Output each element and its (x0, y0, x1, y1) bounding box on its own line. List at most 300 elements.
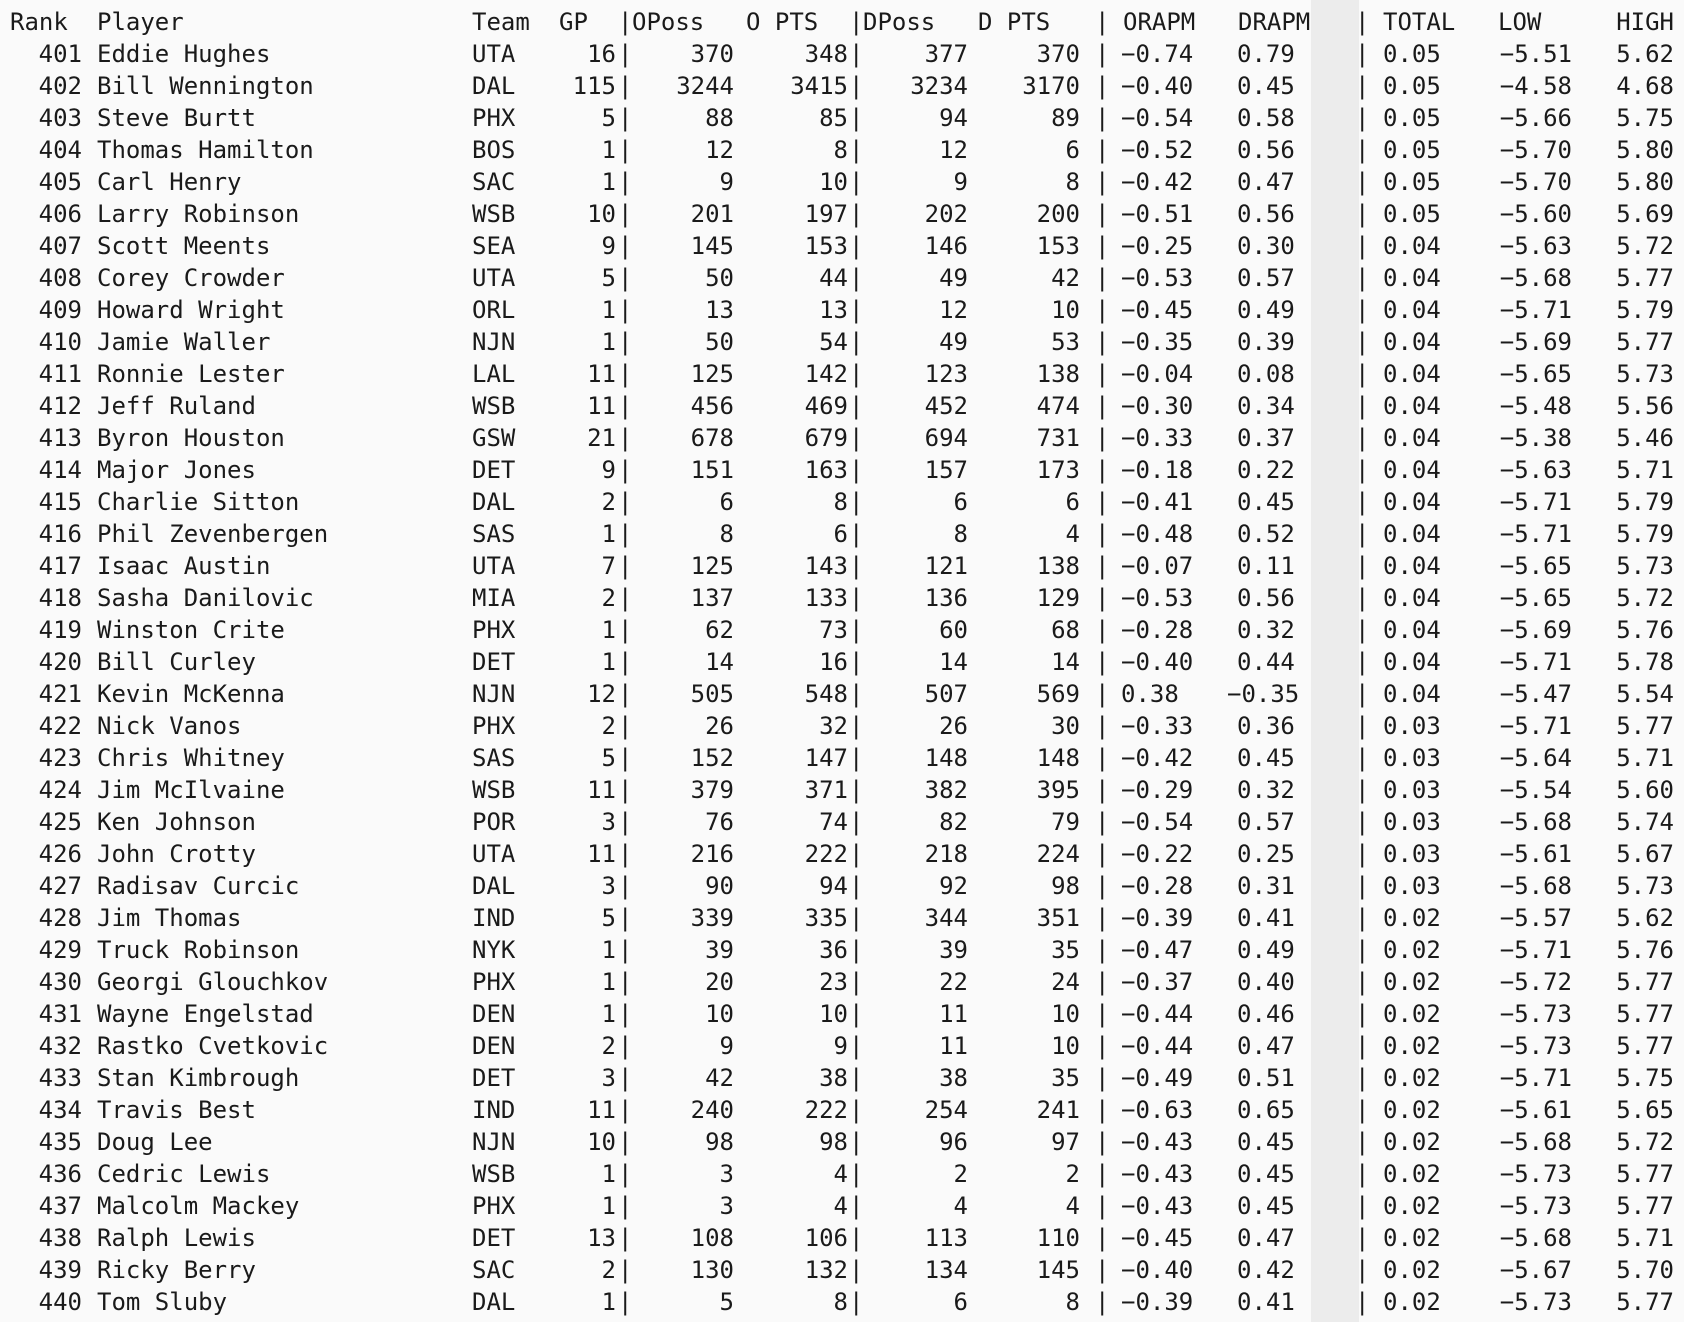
column-separator: | (1095, 936, 1110, 964)
cell-high: 5.46 (1616, 424, 1674, 452)
cell-opts: 469 (804, 392, 848, 420)
table-row[interactable] (0, 518, 1684, 550)
cell-dpts: 145 (1036, 1256, 1080, 1284)
cell-opts: 197 (804, 200, 848, 228)
cell-rank: 410 (38, 328, 82, 356)
cell-rank: 411 (38, 360, 82, 388)
cell-total: 0.03 (1383, 808, 1441, 836)
cell-orapm: −0.54 (1121, 808, 1194, 836)
cell-orapm: −0.18 (1121, 456, 1194, 484)
cell-gp: 5 (601, 104, 616, 132)
cell-oposs: 125 (690, 360, 734, 388)
header-orapm[interactable]: ORAPM (1123, 8, 1196, 36)
column-separator: | (618, 1224, 633, 1252)
cell-gp: 11 (587, 776, 616, 804)
column-separator: | (849, 200, 864, 228)
cell-dposs: 12 (939, 136, 968, 164)
cell-gp: 13 (587, 1224, 616, 1252)
table-row[interactable] (0, 934, 1684, 966)
column-separator: | (1095, 424, 1110, 452)
cell-gp: 2 (601, 712, 616, 740)
table-row[interactable] (0, 70, 1684, 102)
table-row[interactable] (0, 262, 1684, 294)
table-row[interactable] (0, 678, 1684, 710)
cell-total: 0.02 (1383, 1192, 1441, 1220)
cell-orapm: −0.47 (1121, 936, 1194, 964)
cell-dpts: 129 (1036, 584, 1080, 612)
column-separator: | (618, 328, 633, 356)
cell-player: Chris Whitney (97, 744, 285, 772)
column-separator: | (849, 488, 864, 516)
cell-team: WSB (472, 200, 516, 228)
cell-dpts: 351 (1036, 904, 1080, 932)
cell-rank: 436 (38, 1160, 82, 1188)
cell-total: 0.04 (1383, 424, 1441, 452)
cell-dposs: 344 (924, 904, 968, 932)
cell-player: Scott Meents (97, 232, 271, 260)
cell-dposs: 218 (924, 840, 968, 868)
column-separator: | (618, 552, 633, 580)
cell-gp: 1 (601, 520, 616, 548)
column-separator: | (1095, 808, 1110, 836)
cell-gp: 2 (601, 1256, 616, 1284)
header-total[interactable]: TOTAL (1383, 8, 1456, 36)
table-row[interactable] (0, 998, 1684, 1030)
cell-player: Wayne Engelstad (97, 1000, 314, 1028)
column-separator: | (1095, 1096, 1110, 1124)
cell-orapm: −0.25 (1121, 232, 1194, 260)
table-row[interactable] (0, 326, 1684, 358)
header-high[interactable]: HIGH (1616, 8, 1674, 36)
table-row[interactable] (0, 198, 1684, 230)
table-row[interactable] (0, 294, 1684, 326)
cell-drapm: 0.32 (1237, 776, 1295, 804)
cell-high: 5.77 (1616, 328, 1674, 356)
cell-dpts: 35 (1051, 936, 1080, 964)
column-separator: | (849, 104, 864, 132)
cell-orapm: −0.07 (1121, 552, 1194, 580)
cell-gp: 1 (601, 328, 616, 356)
header-gp[interactable]: GP (559, 8, 588, 36)
cell-total: 0.02 (1383, 1064, 1441, 1092)
cell-team: DET (472, 1224, 516, 1252)
table-row[interactable] (0, 1254, 1684, 1286)
column-separator: | (1355, 1288, 1370, 1316)
cell-team: DET (472, 1064, 516, 1092)
cell-opts: 335 (804, 904, 848, 932)
cell-dpts: 30 (1051, 712, 1080, 740)
cell-opts: 4 (833, 1160, 848, 1188)
cell-oposs: 3 (719, 1192, 734, 1220)
cell-oposs: 8 (719, 520, 734, 548)
cell-oposs: 240 (690, 1096, 734, 1124)
cell-team: BOS (472, 136, 516, 164)
cell-team: WSB (472, 1160, 516, 1188)
table-row[interactable] (0, 742, 1684, 774)
cell-total: 0.04 (1383, 520, 1441, 548)
column-separator: | (1355, 1256, 1370, 1284)
column-separator: | (849, 744, 864, 772)
cell-rank: 434 (38, 1096, 82, 1124)
column-separator: | (1095, 680, 1110, 708)
column-separator: | (1095, 648, 1110, 676)
column-separator: | (1095, 232, 1110, 260)
cell-total: 0.04 (1383, 552, 1441, 580)
cell-player: Howard Wright (97, 296, 285, 324)
cell-player: Bill Wennington (97, 72, 314, 100)
cell-opts: 348 (804, 40, 848, 68)
cell-high: 5.76 (1616, 616, 1674, 644)
cell-rank: 409 (38, 296, 82, 324)
table-row[interactable] (0, 902, 1684, 934)
cell-total: 0.04 (1383, 328, 1441, 356)
cell-team: DAL (472, 872, 516, 900)
column-separator: | (1095, 488, 1110, 516)
cell-low: −5.73 (1499, 1032, 1572, 1060)
cell-low: −5.71 (1499, 520, 1572, 548)
table-row[interactable] (0, 966, 1684, 998)
cell-oposs: 456 (690, 392, 734, 420)
column-separator: | (1355, 1192, 1370, 1220)
cell-high: 5.77 (1616, 712, 1674, 740)
cell-dpts: 395 (1036, 776, 1080, 804)
table-row[interactable] (0, 550, 1684, 582)
cell-high: 5.77 (1616, 264, 1674, 292)
cell-orapm: −0.44 (1121, 1000, 1194, 1028)
cell-oposs: 152 (690, 744, 734, 772)
column-separator: | (618, 1288, 633, 1316)
cell-rank: 404 (38, 136, 82, 164)
cell-drapm: 0.40 (1237, 968, 1295, 996)
table-row[interactable] (0, 646, 1684, 678)
cell-dpts: 138 (1036, 360, 1080, 388)
table-row[interactable] (0, 1030, 1684, 1062)
table-row[interactable] (0, 230, 1684, 262)
cell-team: ORL (472, 296, 516, 324)
cell-low: −5.64 (1499, 744, 1572, 772)
cell-opts: 94 (819, 872, 848, 900)
cell-team: IND (472, 1096, 516, 1124)
cell-low: −5.60 (1499, 200, 1572, 228)
cell-oposs: 5 (719, 1288, 734, 1316)
cell-low: −5.47 (1499, 680, 1572, 708)
cell-orapm: 0.38 (1121, 680, 1179, 708)
table-row[interactable] (0, 102, 1684, 134)
table-row[interactable] (0, 710, 1684, 742)
table-row[interactable] (0, 1158, 1684, 1190)
table-row[interactable] (0, 134, 1684, 166)
cell-drapm: 0.45 (1237, 1192, 1295, 1220)
cell-oposs: 379 (690, 776, 734, 804)
cell-rank: 412 (38, 392, 82, 420)
cell-opts: 13 (819, 296, 848, 324)
cell-orapm: −0.28 (1121, 616, 1194, 644)
cell-high: 5.77 (1616, 1288, 1674, 1316)
header-drapm[interactable]: DRAPM (1238, 8, 1311, 36)
cell-total: 0.02 (1383, 1160, 1441, 1188)
cell-player: Charlie Sitton (97, 488, 300, 516)
column-separator: | (618, 456, 633, 484)
cell-opts: 106 (804, 1224, 848, 1252)
cell-dpts: 24 (1051, 968, 1080, 996)
cell-dposs: 4 (953, 1192, 968, 1220)
cell-gp: 1 (601, 296, 616, 324)
table-row[interactable] (0, 422, 1684, 454)
column-separator: | (618, 808, 633, 836)
table-row[interactable] (0, 1062, 1684, 1094)
table-row[interactable] (0, 1286, 1684, 1318)
table-row[interactable] (0, 1190, 1684, 1222)
cell-team: POR (472, 808, 516, 836)
cell-low: −5.68 (1499, 264, 1572, 292)
column-separator: | (1095, 584, 1110, 612)
cell-team: NJN (472, 328, 516, 356)
cell-total: 0.03 (1383, 744, 1441, 772)
column-separator: | (618, 520, 633, 548)
column-separator: | (1095, 456, 1110, 484)
cell-low: −5.71 (1499, 1064, 1572, 1092)
cell-opts: 16 (819, 648, 848, 676)
cell-low: −5.70 (1499, 136, 1572, 164)
column-separator: | (1355, 1224, 1370, 1252)
column-separator: | (1095, 1256, 1110, 1284)
cell-opts: 85 (819, 104, 848, 132)
column-separator: | (1095, 1000, 1110, 1028)
cell-dposs: 26 (939, 712, 968, 740)
cell-total: 0.04 (1383, 232, 1441, 260)
table-row[interactable] (0, 1126, 1684, 1158)
table-row[interactable] (0, 582, 1684, 614)
cell-team: GSW (472, 424, 516, 452)
column-separator: | (849, 840, 864, 868)
cell-opts: 222 (804, 840, 848, 868)
column-separator: | (1095, 520, 1110, 548)
cell-player: Ken Johnson (97, 808, 256, 836)
cell-gp: 1 (601, 648, 616, 676)
cell-orapm: −0.42 (1121, 168, 1194, 196)
header-opts[interactable]: O PTS (746, 8, 819, 36)
cell-low: −4.58 (1499, 72, 1572, 100)
table-row[interactable] (0, 1222, 1684, 1254)
cell-rank: 417 (38, 552, 82, 580)
cell-low: −5.71 (1499, 936, 1572, 964)
cell-opts: 3415 (790, 72, 848, 100)
cell-team: DAL (472, 72, 516, 100)
table-row[interactable] (0, 390, 1684, 422)
column-separator: | (849, 520, 864, 548)
cell-high: 5.74 (1616, 808, 1674, 836)
cell-orapm: −0.22 (1121, 840, 1194, 868)
cell-total: 0.02 (1383, 904, 1441, 932)
cell-orapm: −0.63 (1121, 1096, 1194, 1124)
column-separator: | (618, 680, 633, 708)
cell-opts: 10 (819, 168, 848, 196)
cell-orapm: −0.48 (1121, 520, 1194, 548)
cell-player: Bill Curley (97, 648, 256, 676)
cell-opts: 73 (819, 616, 848, 644)
cell-drapm: 0.45 (1237, 488, 1295, 516)
column-separator: | (618, 1192, 633, 1220)
cell-rank: 401 (38, 40, 82, 68)
cell-player: Winston Crite (97, 616, 285, 644)
column-separator: | (618, 40, 633, 68)
cell-player: Sasha Danilovic (97, 584, 314, 612)
cell-opts: 8 (833, 136, 848, 164)
cell-rank: 416 (38, 520, 82, 548)
cell-team: SAS (472, 520, 516, 548)
cell-player: Jeff Ruland (97, 392, 256, 420)
table-row[interactable] (0, 806, 1684, 838)
cell-low: −5.57 (1499, 904, 1572, 932)
cell-player: Doug Lee (97, 1128, 213, 1156)
cell-orapm: −0.45 (1121, 296, 1194, 324)
cell-total: 0.02 (1383, 1096, 1441, 1124)
cell-oposs: 3 (719, 1160, 734, 1188)
cell-gp: 7 (601, 552, 616, 580)
cell-total: 0.05 (1383, 72, 1441, 100)
table-row[interactable] (0, 38, 1684, 70)
cell-rank: 403 (38, 104, 82, 132)
cell-drapm: 0.32 (1237, 616, 1295, 644)
cell-drapm: 0.45 (1237, 744, 1295, 772)
table-row[interactable] (0, 454, 1684, 486)
header-dpts[interactable]: D PTS (978, 8, 1051, 36)
cell-low: −5.73 (1499, 1288, 1572, 1316)
cell-player: Major Jones (97, 456, 256, 484)
column-separator: | (1355, 1160, 1370, 1188)
cell-dpts: 110 (1036, 1224, 1080, 1252)
cell-dpts: 569 (1036, 680, 1080, 708)
header-team[interactable]: Team (472, 8, 530, 36)
cell-player: Tom Sluby (97, 1288, 228, 1316)
column-separator: | (1355, 360, 1370, 388)
cell-rank: 427 (38, 872, 82, 900)
cell-oposs: 39 (705, 936, 734, 964)
column-separator: | (618, 1096, 633, 1124)
cell-dposs: 22 (939, 968, 968, 996)
cell-orapm: −0.74 (1121, 40, 1194, 68)
table-row[interactable] (0, 1094, 1684, 1126)
header-player[interactable]: Player (97, 8, 184, 36)
column-separator: | (849, 456, 864, 484)
cell-opts: 38 (819, 1064, 848, 1092)
column-separator: | (849, 712, 864, 740)
cell-low: −5.71 (1499, 648, 1572, 676)
cell-high: 5.76 (1616, 936, 1674, 964)
cell-high: 5.69 (1616, 200, 1674, 228)
table-row[interactable] (0, 486, 1684, 518)
cell-gp: 1 (601, 1192, 616, 1220)
column-separator: | (1355, 872, 1370, 900)
cell-player: Jim McIlvaine (97, 776, 285, 804)
cell-oposs: 20 (705, 968, 734, 996)
cell-low: −5.68 (1499, 872, 1572, 900)
cell-dpts: 98 (1051, 872, 1080, 900)
cell-gp: 1 (601, 1160, 616, 1188)
cell-rank: 428 (38, 904, 82, 932)
column-separator: | (1095, 72, 1110, 100)
cell-orapm: −0.45 (1121, 1224, 1194, 1252)
cell-low: −5.71 (1499, 712, 1572, 740)
column-separator: | (1355, 680, 1370, 708)
cell-gp: 1 (601, 1000, 616, 1028)
column-separator: | (618, 424, 633, 452)
cell-high: 5.65 (1616, 1096, 1674, 1124)
header-separator: | (1095, 8, 1110, 36)
column-separator: | (1095, 968, 1110, 996)
column-separator: | (618, 840, 633, 868)
cell-player: Corey Crowder (97, 264, 285, 292)
column-separator: | (1355, 328, 1370, 356)
cell-drapm: 0.56 (1237, 584, 1295, 612)
cell-rank: 406 (38, 200, 82, 228)
cell-drapm: 0.44 (1237, 648, 1295, 676)
column-separator: | (1355, 1064, 1370, 1092)
column-separator: | (1355, 136, 1370, 164)
column-separator: | (849, 1032, 864, 1060)
column-separator: | (1355, 584, 1370, 612)
cell-low: −5.48 (1499, 392, 1572, 420)
cell-low: −5.69 (1499, 616, 1572, 644)
table-row[interactable] (0, 614, 1684, 646)
cell-drapm: 0.25 (1237, 840, 1295, 868)
cell-drapm: 0.49 (1237, 936, 1295, 964)
table-row[interactable] (0, 774, 1684, 806)
cell-dposs: 146 (924, 232, 968, 260)
table-row[interactable] (0, 870, 1684, 902)
cell-dpts: 148 (1036, 744, 1080, 772)
cell-drapm: 0.49 (1237, 296, 1295, 324)
cell-rank: 413 (38, 424, 82, 452)
column-separator: | (618, 1128, 633, 1156)
cell-gp: 5 (601, 904, 616, 932)
column-separator: | (1355, 936, 1370, 964)
cell-drapm: 0.08 (1237, 360, 1295, 388)
header-oposs[interactable]: OPoss (632, 8, 705, 36)
cell-orapm: −0.43 (1121, 1192, 1194, 1220)
header-low[interactable]: LOW (1498, 8, 1542, 36)
header-dposs[interactable]: DPoss (863, 8, 936, 36)
cell-gp: 1 (601, 936, 616, 964)
cell-high: 5.73 (1616, 552, 1674, 580)
cell-high: 5.72 (1616, 1128, 1674, 1156)
cell-rank: 433 (38, 1064, 82, 1092)
cell-total: 0.03 (1383, 776, 1441, 804)
cell-dpts: 224 (1036, 840, 1080, 868)
cell-rank: 402 (38, 72, 82, 100)
cell-oposs: 137 (690, 584, 734, 612)
cell-oposs: 216 (690, 840, 734, 868)
table-row[interactable] (0, 166, 1684, 198)
cell-player: Byron Houston (97, 424, 285, 452)
cell-orapm: −0.37 (1121, 968, 1194, 996)
column-separator: | (1095, 840, 1110, 868)
cell-high: 5.54 (1616, 680, 1674, 708)
cell-drapm: 0.31 (1237, 872, 1295, 900)
cell-total: 0.04 (1383, 616, 1441, 644)
cell-oposs: 130 (690, 1256, 734, 1284)
column-separator: | (1355, 392, 1370, 420)
table-row[interactable] (0, 358, 1684, 390)
column-separator: | (1095, 40, 1110, 68)
cell-orapm: −0.29 (1121, 776, 1194, 804)
table-row[interactable] (0, 838, 1684, 870)
column-separator: | (849, 616, 864, 644)
header-rank[interactable]: Rank (10, 8, 68, 36)
cell-rank: 438 (38, 1224, 82, 1252)
cell-opts: 6 (833, 520, 848, 548)
cell-dpts: 153 (1036, 232, 1080, 260)
